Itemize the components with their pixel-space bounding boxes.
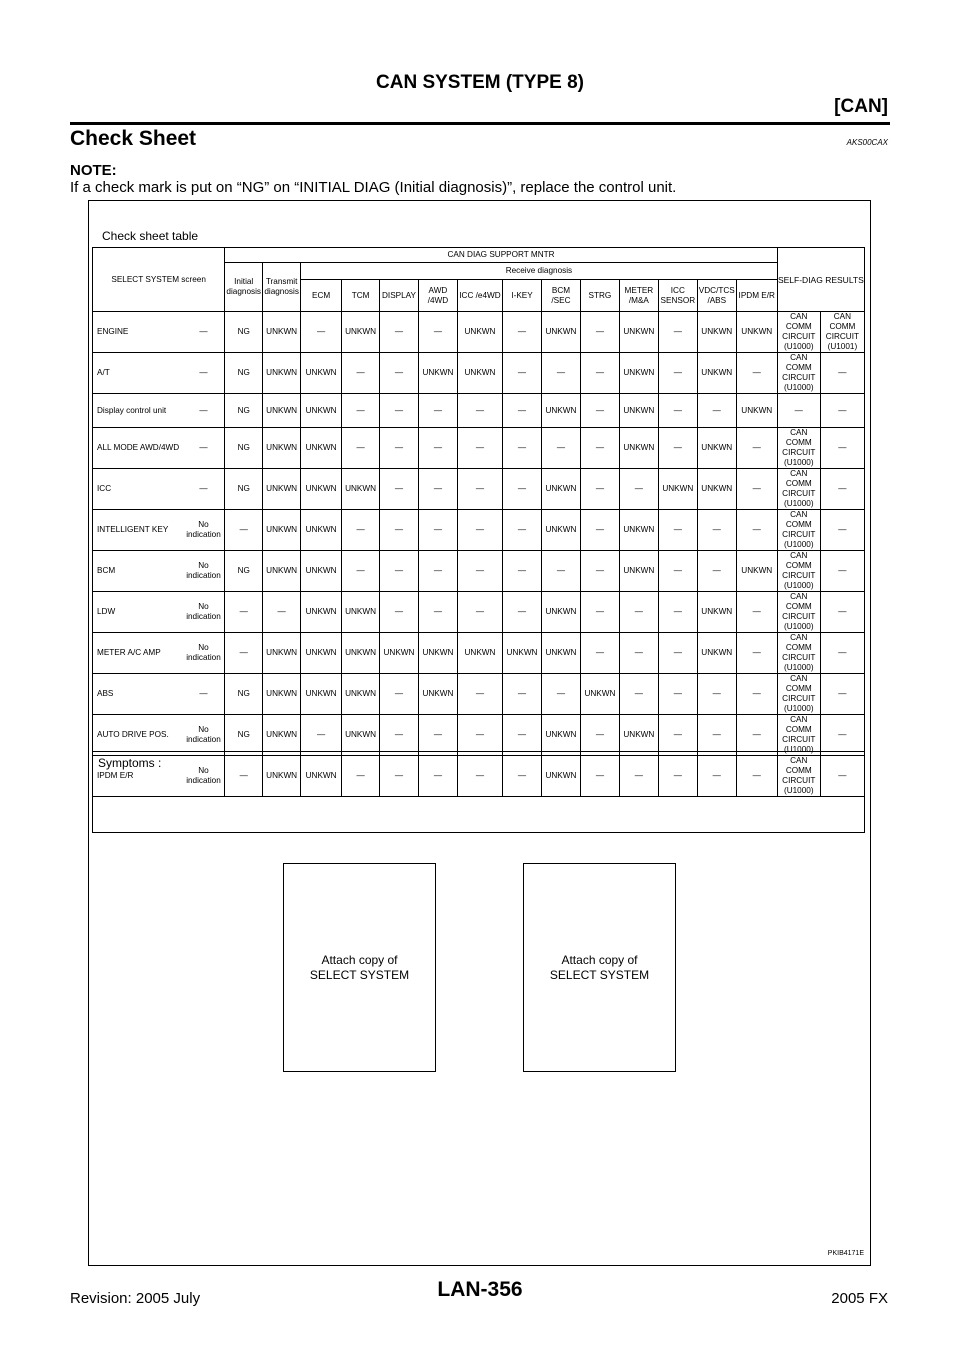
self-diag-result: CAN COMM CIRCUIT (U1000) bbox=[777, 510, 820, 551]
table-cell: — bbox=[457, 469, 502, 510]
hdr-receive-col: DISPLAY bbox=[380, 280, 419, 312]
table-cell: — bbox=[580, 633, 619, 674]
self-diag-result: CAN COMM CIRCUIT (U1000) bbox=[777, 312, 820, 353]
initial-indication: No indication bbox=[183, 510, 225, 551]
table-cell: UNKWN bbox=[342, 469, 380, 510]
symptoms-label: Symptoms : bbox=[98, 756, 162, 770]
table-cell: — bbox=[503, 394, 542, 428]
table-cell: — bbox=[580, 353, 619, 394]
table-cell: UNKWN bbox=[263, 715, 301, 756]
hdr-receive-col: BCM /SEC bbox=[541, 280, 580, 312]
self-diag-result: — bbox=[820, 353, 864, 394]
table-cell: — bbox=[380, 394, 419, 428]
system-name: ALL MODE AWD/4WD bbox=[93, 428, 183, 469]
table-cell: — bbox=[736, 674, 777, 715]
table-cell: — bbox=[342, 756, 380, 797]
table-cell: UNKWN bbox=[301, 394, 342, 428]
table-cell: UNKWN bbox=[541, 312, 580, 353]
table-row bbox=[93, 353, 865, 394]
self-diag-result: CAN COMM CIRCUIT (U1000) bbox=[777, 715, 820, 756]
table-cell: UNKWN bbox=[418, 353, 457, 394]
table-cell: UNKWN bbox=[503, 633, 542, 674]
hdr-can-diag: CAN DIAG SUPPORT MNTR bbox=[225, 248, 778, 263]
note-label: NOTE: bbox=[70, 162, 117, 179]
table-cell: UNKWN bbox=[263, 510, 301, 551]
table-cell: UNKWN bbox=[301, 510, 342, 551]
table-cell: — bbox=[418, 592, 457, 633]
table-cell: UNKWN bbox=[380, 633, 419, 674]
table-cell: — bbox=[380, 428, 419, 469]
table-cell: UNKWN bbox=[619, 312, 658, 353]
table-cell: — bbox=[736, 510, 777, 551]
table-cell: NG bbox=[225, 551, 263, 592]
table-cell: — bbox=[658, 674, 697, 715]
table-cell: UNKWN bbox=[697, 428, 736, 469]
table-cell: — bbox=[380, 715, 419, 756]
self-diag-result: — bbox=[820, 674, 864, 715]
self-diag-result: CAN COMM CIRCUIT (U1001) bbox=[820, 312, 864, 353]
table-row bbox=[93, 715, 865, 756]
table-cell: — bbox=[380, 674, 419, 715]
table-cell: UNKWN bbox=[736, 394, 777, 428]
table-cell: — bbox=[380, 469, 419, 510]
table-cell: UNKWN bbox=[619, 394, 658, 428]
table-cell: — bbox=[503, 756, 542, 797]
system-name: BCM bbox=[93, 551, 183, 592]
table-cell: UNKWN bbox=[457, 353, 502, 394]
table-cell: UNKWN bbox=[697, 633, 736, 674]
hdr-receive-col: ICC SENSOR bbox=[658, 280, 697, 312]
table-cell: — bbox=[457, 674, 502, 715]
table-cell: — bbox=[342, 551, 380, 592]
table-cell: UNKWN bbox=[263, 633, 301, 674]
system-name: ABS bbox=[93, 674, 183, 715]
table-cell: — bbox=[697, 674, 736, 715]
table-cell: UNKWN bbox=[342, 674, 380, 715]
table-cell: — bbox=[736, 756, 777, 797]
table-cell: UNKWN bbox=[301, 428, 342, 469]
self-diag-result: CAN COMM CIRCUIT (U1000) bbox=[777, 592, 820, 633]
initial-indication: — bbox=[183, 674, 225, 715]
system-name: INTELLIGENT KEY bbox=[93, 510, 183, 551]
table-cell: UNKWN bbox=[263, 551, 301, 592]
table-cell: — bbox=[225, 633, 263, 674]
table-cell: — bbox=[580, 510, 619, 551]
table-cell: UNKWN bbox=[263, 674, 301, 715]
table-cell: NG bbox=[225, 428, 263, 469]
table-row bbox=[93, 469, 865, 510]
table-cell: — bbox=[457, 510, 502, 551]
hdr-receive-col: METER /M&A bbox=[619, 280, 658, 312]
table-cell: — bbox=[418, 394, 457, 428]
table-cell: UNKWN bbox=[541, 394, 580, 428]
initial-indication: No indication bbox=[183, 551, 225, 592]
table-cell: NG bbox=[225, 469, 263, 510]
table-cell: UNKWN bbox=[418, 633, 457, 674]
initial-indication: — bbox=[183, 428, 225, 469]
attach-select-system-right: Attach copy of SELECT SYSTEM bbox=[523, 863, 676, 1072]
table-cell: — bbox=[697, 551, 736, 592]
table-cell: — bbox=[658, 756, 697, 797]
self-diag-result: CAN COMM CIRCUIT (U1000) bbox=[777, 674, 820, 715]
table-cell: — bbox=[503, 353, 542, 394]
table-cell: UNKWN bbox=[342, 312, 380, 353]
table-cell: UNKWN bbox=[541, 633, 580, 674]
table-cell: — bbox=[418, 756, 457, 797]
hdr-receive-col: ECM bbox=[301, 280, 342, 312]
table-cell: UNKWN bbox=[301, 756, 342, 797]
self-diag-result: — bbox=[820, 428, 864, 469]
note-text: If a check mark is put on “NG” on “INITIAL DIAG (Initial diagnosis)”, replace the control unit. bbox=[70, 179, 677, 196]
figure-code: PKIB4171E bbox=[827, 1250, 864, 1257]
self-diag-result: — bbox=[777, 394, 820, 428]
self-diag-result: — bbox=[820, 592, 864, 633]
system-name: A/T bbox=[93, 353, 183, 394]
initial-indication: — bbox=[183, 312, 225, 353]
section-tag: [CAN] bbox=[834, 96, 888, 117]
table-cell: UNKWN bbox=[301, 674, 342, 715]
hdr-transmit-diagnosis: Transmit diagnosis bbox=[263, 263, 301, 312]
table-cell: — bbox=[457, 428, 502, 469]
table-cell: — bbox=[619, 756, 658, 797]
table-cell: — bbox=[736, 592, 777, 633]
hdr-receive-diagnosis: Receive diagnosis bbox=[301, 263, 778, 280]
table-cell: — bbox=[541, 674, 580, 715]
table-cell: — bbox=[658, 551, 697, 592]
self-diag-result: — bbox=[820, 394, 864, 428]
symptoms-box[interactable] bbox=[92, 751, 865, 833]
hdr-receive-col: STRG bbox=[580, 280, 619, 312]
table-cell: — bbox=[580, 715, 619, 756]
table-cell: — bbox=[658, 592, 697, 633]
table-cell: — bbox=[457, 715, 502, 756]
table-cell: — bbox=[380, 312, 419, 353]
table-cell: — bbox=[301, 715, 342, 756]
table-cell: — bbox=[658, 353, 697, 394]
table-cell: UNKWN bbox=[541, 592, 580, 633]
initial-indication: — bbox=[183, 353, 225, 394]
table-cell: UNKWN bbox=[301, 469, 342, 510]
table-cell: — bbox=[380, 551, 419, 592]
table-cell: UNKWN bbox=[619, 551, 658, 592]
footer-model: 2005 FX bbox=[831, 1290, 888, 1307]
table-row bbox=[93, 592, 865, 633]
self-diag-result: CAN COMM CIRCUIT (U1000) bbox=[777, 633, 820, 674]
table-row bbox=[93, 510, 865, 551]
table-cell: UNKWN bbox=[457, 633, 502, 674]
self-diag-result: CAN COMM CIRCUIT (U1000) bbox=[777, 469, 820, 510]
self-diag-result: — bbox=[820, 715, 864, 756]
table-cell: — bbox=[736, 715, 777, 756]
table-cell: — bbox=[658, 394, 697, 428]
table-cell: NG bbox=[225, 312, 263, 353]
table-cell: UNKWN bbox=[263, 428, 301, 469]
table-cell: — bbox=[418, 551, 457, 592]
system-name: IPDM E/R bbox=[93, 756, 183, 797]
table-cell: — bbox=[619, 674, 658, 715]
table-cell: — bbox=[736, 353, 777, 394]
table-cell: — bbox=[503, 592, 542, 633]
table-cell: UNKWN bbox=[301, 592, 342, 633]
table-cell: — bbox=[342, 428, 380, 469]
table-cell: — bbox=[342, 510, 380, 551]
table-cell: — bbox=[503, 715, 542, 756]
table-cell: — bbox=[503, 312, 542, 353]
table-cell: UNKWN bbox=[697, 592, 736, 633]
hdr-receive-col: VDC/TCS /ABS bbox=[697, 280, 736, 312]
footer-page-number: LAN-356 bbox=[437, 1278, 523, 1301]
table-cell: — bbox=[380, 353, 419, 394]
system-name: Display control unit bbox=[93, 394, 183, 428]
header-rule bbox=[70, 122, 890, 125]
table-cell: NG bbox=[225, 674, 263, 715]
table-cell: — bbox=[503, 674, 542, 715]
table-cell: — bbox=[580, 469, 619, 510]
system-name: LDW bbox=[93, 592, 183, 633]
table-cell: NG bbox=[225, 394, 263, 428]
table-cell: UNKWN bbox=[342, 633, 380, 674]
table-cell: — bbox=[580, 428, 619, 469]
table-cell: — bbox=[697, 715, 736, 756]
hdr-receive-col: IPDM E/R bbox=[736, 280, 777, 312]
table-cell: — bbox=[503, 469, 542, 510]
table-cell: — bbox=[619, 592, 658, 633]
table-cell: — bbox=[697, 394, 736, 428]
self-diag-result: CAN COMM CIRCUIT (U1000) bbox=[777, 428, 820, 469]
initial-indication: No indication bbox=[183, 633, 225, 674]
table-cell: — bbox=[580, 312, 619, 353]
table-cell: UNKWN bbox=[263, 312, 301, 353]
table-cell: — bbox=[658, 715, 697, 756]
table-cell: — bbox=[457, 592, 502, 633]
table-cell: — bbox=[619, 633, 658, 674]
hdr-receive-col: AWD /4WD bbox=[418, 280, 457, 312]
table-cell: — bbox=[503, 551, 542, 592]
page-header-title: CAN SYSTEM (TYPE 8) bbox=[376, 72, 584, 93]
table-cell: UNKWN bbox=[263, 469, 301, 510]
table-cell: — bbox=[580, 592, 619, 633]
table-cell: UNKWN bbox=[541, 469, 580, 510]
table-cell: — bbox=[380, 592, 419, 633]
table-cell: — bbox=[580, 551, 619, 592]
check-sheet-table bbox=[92, 247, 865, 797]
table-cell: UNKWN bbox=[301, 353, 342, 394]
table-row bbox=[93, 674, 865, 715]
table-cell: UNKWN bbox=[736, 312, 777, 353]
footer-revision: Revision: 2005 July bbox=[70, 1290, 201, 1307]
table-cell: UNKWN bbox=[619, 715, 658, 756]
hdr-receive-col: TCM bbox=[342, 280, 380, 312]
hdr-receive-col: I-KEY bbox=[503, 280, 542, 312]
system-name: ICC bbox=[93, 469, 183, 510]
table-cell: — bbox=[541, 428, 580, 469]
initial-indication: — bbox=[183, 394, 225, 428]
table-cell: — bbox=[503, 510, 542, 551]
table-cell: — bbox=[580, 394, 619, 428]
table-cell: — bbox=[380, 510, 419, 551]
table-cell: UNKWN bbox=[697, 469, 736, 510]
table-cell: — bbox=[225, 510, 263, 551]
self-diag-result: — bbox=[820, 469, 864, 510]
table-cell: — bbox=[263, 592, 301, 633]
table-cell: — bbox=[658, 428, 697, 469]
table-cell: — bbox=[658, 312, 697, 353]
table-cell: — bbox=[658, 633, 697, 674]
table-cell: UNKWN bbox=[697, 353, 736, 394]
table-cell: UNKWN bbox=[697, 312, 736, 353]
table-cell: — bbox=[418, 715, 457, 756]
table-cell: — bbox=[380, 756, 419, 797]
table-cell: UNKWN bbox=[619, 353, 658, 394]
table-cell: — bbox=[342, 353, 380, 394]
table-cell: — bbox=[619, 469, 658, 510]
initial-indication: No indication bbox=[183, 756, 225, 797]
table-cell: — bbox=[658, 510, 697, 551]
table-row bbox=[93, 551, 865, 592]
table-cell: — bbox=[580, 756, 619, 797]
initial-indication: No indication bbox=[183, 715, 225, 756]
section-title: Check Sheet bbox=[70, 127, 197, 150]
table-cell: — bbox=[697, 756, 736, 797]
table-cell: — bbox=[225, 756, 263, 797]
hdr-receive-col: ICC /e4WD bbox=[457, 280, 502, 312]
table-cell: — bbox=[418, 428, 457, 469]
table-cell: NG bbox=[225, 715, 263, 756]
self-diag-result: CAN COMM CIRCUIT (U1000) bbox=[777, 551, 820, 592]
table-cell: NG bbox=[225, 353, 263, 394]
table-row bbox=[93, 394, 865, 428]
table-cell: UNKWN bbox=[619, 428, 658, 469]
table-cell: UNKWN bbox=[263, 394, 301, 428]
self-diag-result: — bbox=[820, 756, 864, 797]
table-row bbox=[93, 312, 865, 353]
table-cell: UNKWN bbox=[619, 510, 658, 551]
table-cell: — bbox=[418, 510, 457, 551]
hdr-initial-diagnosis: Initial diagnosis bbox=[225, 263, 263, 312]
table-cell: — bbox=[697, 510, 736, 551]
table-cell: — bbox=[736, 469, 777, 510]
table-cell: UNKWN bbox=[736, 551, 777, 592]
attach-select-system-left: Attach copy of SELECT SYSTEM bbox=[283, 863, 436, 1072]
table-cell: UNKWN bbox=[580, 674, 619, 715]
table-cell: — bbox=[457, 756, 502, 797]
figure-caption: Check sheet table bbox=[102, 229, 199, 243]
table-cell: UNKWN bbox=[263, 756, 301, 797]
table-cell: — bbox=[541, 353, 580, 394]
initial-indication: No indication bbox=[183, 592, 225, 633]
table-row bbox=[93, 428, 865, 469]
table-cell: — bbox=[541, 551, 580, 592]
table-cell: — bbox=[225, 592, 263, 633]
hdr-self-diag: SELF-DIAG RESULTS bbox=[777, 248, 864, 312]
table-cell: — bbox=[503, 428, 542, 469]
system-name: AUTO DRIVE POS. bbox=[93, 715, 183, 756]
table-cell: — bbox=[457, 394, 502, 428]
table-cell: — bbox=[301, 312, 342, 353]
table-cell: UNKWN bbox=[541, 715, 580, 756]
table-cell: — bbox=[457, 551, 502, 592]
table-cell: UNKWN bbox=[457, 312, 502, 353]
initial-indication: — bbox=[183, 469, 225, 510]
self-diag-result: CAN COMM CIRCUIT (U1000) bbox=[777, 756, 820, 797]
table-cell: — bbox=[736, 633, 777, 674]
table-cell: — bbox=[418, 312, 457, 353]
section-code: AKS00CAX bbox=[846, 138, 888, 147]
table-row bbox=[93, 633, 865, 674]
table-cell: UNKWN bbox=[658, 469, 697, 510]
table-cell: UNKWN bbox=[541, 510, 580, 551]
self-diag-result: — bbox=[820, 510, 864, 551]
table-cell: UNKWN bbox=[263, 353, 301, 394]
table-cell: UNKWN bbox=[541, 756, 580, 797]
system-name: METER A/C AMP bbox=[93, 633, 183, 674]
table-cell: — bbox=[418, 469, 457, 510]
table-cell: — bbox=[342, 394, 380, 428]
self-diag-result: — bbox=[820, 633, 864, 674]
self-diag-result: — bbox=[820, 551, 864, 592]
table-cell: UNKWN bbox=[418, 674, 457, 715]
table-cell: UNKWN bbox=[301, 633, 342, 674]
table-cell: UNKWN bbox=[342, 715, 380, 756]
self-diag-result: CAN COMM CIRCUIT (U1000) bbox=[777, 353, 820, 394]
table-cell: UNKWN bbox=[342, 592, 380, 633]
system-name: ENGINE bbox=[93, 312, 183, 353]
table-cell: — bbox=[736, 428, 777, 469]
table-cell: UNKWN bbox=[301, 551, 342, 592]
hdr-select-system: SELECT SYSTEM screen bbox=[93, 248, 225, 312]
